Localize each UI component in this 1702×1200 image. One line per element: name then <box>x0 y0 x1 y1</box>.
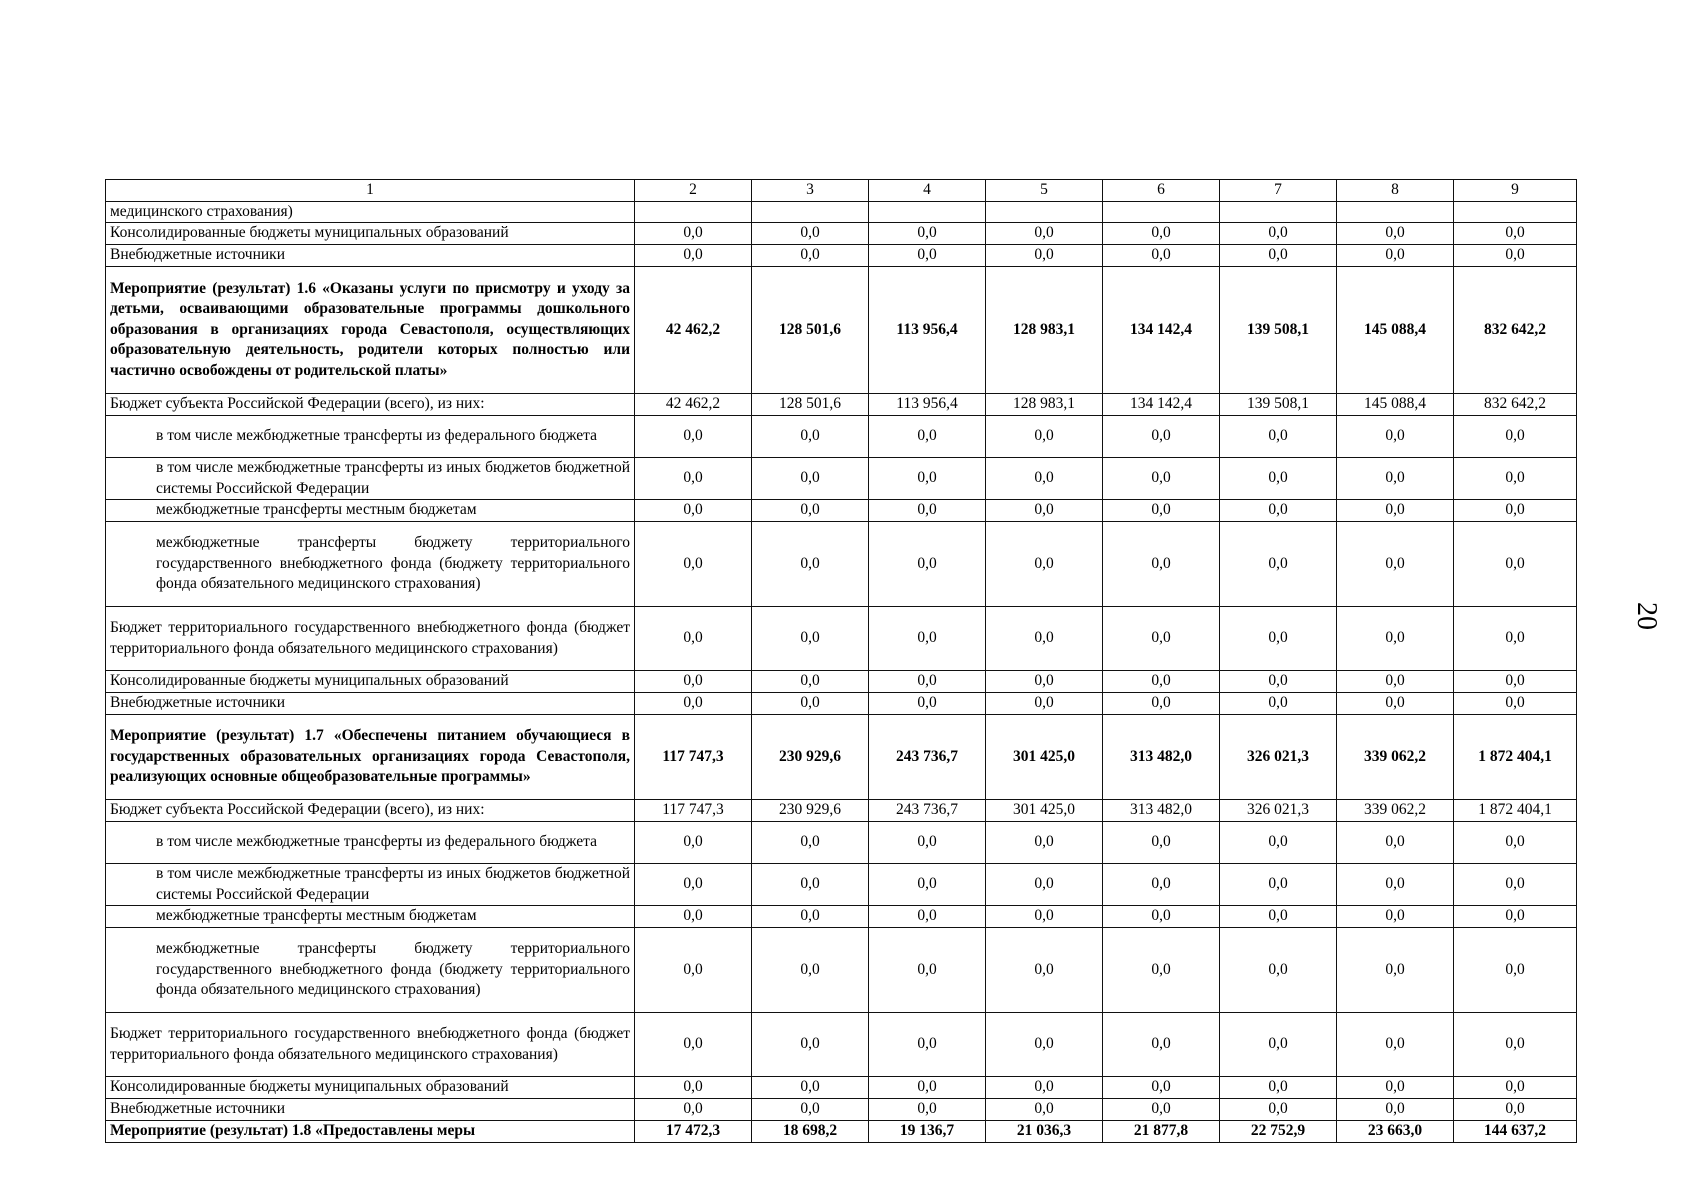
header-cell: 5 <box>986 180 1103 202</box>
value-cell: 0,0 <box>752 500 869 522</box>
value-cell: 0,0 <box>635 1013 752 1077</box>
row-label: Бюджет субъекта Российской Федерации (всего), из них: <box>106 394 635 416</box>
table-row <box>106 822 1577 864</box>
header-cell: 6 <box>1103 180 1220 202</box>
value-cell: 0,0 <box>1220 693 1337 715</box>
table-row <box>106 522 1577 607</box>
value-cell: 0,0 <box>1454 928 1577 1013</box>
value-cell: 0,0 <box>1454 906 1577 928</box>
value-cell: 313 482,0 <box>1103 715 1220 800</box>
value-cell: 0,0 <box>1454 864 1577 906</box>
value-cell: 128 983,1 <box>986 394 1103 416</box>
value-cell: 0,0 <box>1337 693 1454 715</box>
row-label: Внебюджетные источники <box>106 245 635 267</box>
value-cell: 0,0 <box>1103 822 1220 864</box>
value-cell: 0,0 <box>1337 671 1454 693</box>
value-cell: 0,0 <box>635 223 752 245</box>
value-cell: 0,0 <box>1454 1077 1577 1099</box>
row-label: Мероприятие (результат) 1.8 «Предоставлены меры <box>106 1121 635 1143</box>
value-cell: 0,0 <box>635 522 752 607</box>
table-row <box>106 607 1577 671</box>
row-label: Консолидированные бюджеты муниципальных образований <box>106 671 635 693</box>
row-label: Бюджет территориального государственного внебюджетного фонда (бюджет территориального фонда обязательного медицинского страхования) <box>106 1013 635 1077</box>
value-cell: 117 747,3 <box>635 800 752 822</box>
value-cell <box>986 201 1103 223</box>
value-cell: 0,0 <box>752 693 869 715</box>
value-cell: 19 136,7 <box>869 1121 986 1143</box>
value-cell: 145 088,4 <box>1337 267 1454 394</box>
value-cell: 0,0 <box>752 822 869 864</box>
value-cell: 0,0 <box>1337 1099 1454 1121</box>
value-cell: 0,0 <box>635 822 752 864</box>
value-cell: 0,0 <box>1220 245 1337 267</box>
value-cell: 139 508,1 <box>1220 267 1337 394</box>
table-row <box>106 245 1577 267</box>
table-row <box>106 671 1577 693</box>
row-label: межбюджетные трансферты местным бюджетам <box>106 500 635 522</box>
value-cell: 0,0 <box>1454 458 1577 500</box>
value-cell: 832 642,2 <box>1454 394 1577 416</box>
value-cell: 301 425,0 <box>986 800 1103 822</box>
value-cell: 0,0 <box>869 1013 986 1077</box>
value-cell: 0,0 <box>1454 522 1577 607</box>
header-row <box>106 180 1577 202</box>
value-cell: 0,0 <box>986 245 1103 267</box>
table-row <box>106 1013 1577 1077</box>
value-cell: 0,0 <box>1220 822 1337 864</box>
value-cell: 0,0 <box>1337 416 1454 458</box>
value-cell: 145 088,4 <box>1337 394 1454 416</box>
table-row <box>106 800 1577 822</box>
value-cell: 0,0 <box>635 607 752 671</box>
value-cell: 0,0 <box>1103 864 1220 906</box>
value-cell: 0,0 <box>1103 1099 1220 1121</box>
value-cell: 0,0 <box>752 864 869 906</box>
value-cell: 0,0 <box>1103 906 1220 928</box>
value-cell <box>752 201 869 223</box>
value-cell: 0,0 <box>1337 928 1454 1013</box>
value-cell: 0,0 <box>752 607 869 671</box>
value-cell: 0,0 <box>1337 522 1454 607</box>
value-cell: 0,0 <box>869 906 986 928</box>
row-label: Мероприятие (результат) 1.7 «Обеспечены питанием обучающиеся в государственных образовательных организациях города Севастополя, реализующих основные общеобразовательные программы» <box>106 715 635 800</box>
value-cell: 313 482,0 <box>1103 800 1220 822</box>
row-label: Консолидированные бюджеты муниципальных образований <box>106 223 635 245</box>
value-cell: 0,0 <box>1103 693 1220 715</box>
value-cell: 0,0 <box>1103 416 1220 458</box>
value-cell: 139 508,1 <box>1220 394 1337 416</box>
value-cell: 0,0 <box>1337 500 1454 522</box>
value-cell: 0,0 <box>1103 500 1220 522</box>
value-cell: 0,0 <box>986 864 1103 906</box>
row-label: межбюджетные трансферты местным бюджетам <box>106 906 635 928</box>
value-cell: 0,0 <box>1220 1077 1337 1099</box>
value-cell: 0,0 <box>1337 1013 1454 1077</box>
value-cell: 113 956,4 <box>869 267 986 394</box>
value-cell: 339 062,2 <box>1337 715 1454 800</box>
value-cell: 0,0 <box>635 458 752 500</box>
row-label: Бюджет субъекта Российской Федерации (всего), из них: <box>106 800 635 822</box>
value-cell: 230 929,6 <box>752 800 869 822</box>
value-cell: 0,0 <box>752 1077 869 1099</box>
value-cell: 0,0 <box>752 1099 869 1121</box>
value-cell: 0,0 <box>1103 928 1220 1013</box>
header-cell: 8 <box>1337 180 1454 202</box>
row-label: в том числе межбюджетные трансферты из федерального бюджета <box>106 822 635 864</box>
value-cell: 0,0 <box>635 245 752 267</box>
header-cell: 9 <box>1454 180 1577 202</box>
row-label: Консолидированные бюджеты муниципальных образований <box>106 1077 635 1099</box>
value-cell: 42 462,2 <box>635 394 752 416</box>
value-cell: 0,0 <box>1103 607 1220 671</box>
value-cell: 0,0 <box>752 928 869 1013</box>
value-cell: 0,0 <box>1220 864 1337 906</box>
value-cell: 0,0 <box>752 671 869 693</box>
value-cell: 134 142,4 <box>1103 394 1220 416</box>
value-cell: 0,0 <box>1220 671 1337 693</box>
value-cell: 0,0 <box>1220 500 1337 522</box>
table-row <box>106 1077 1577 1099</box>
value-cell: 0,0 <box>635 671 752 693</box>
budget-table <box>105 179 1577 1143</box>
value-cell: 0,0 <box>1337 458 1454 500</box>
value-cell: 0,0 <box>1337 1077 1454 1099</box>
value-cell: 17 472,3 <box>635 1121 752 1143</box>
table-row <box>106 201 1577 223</box>
row-label: межбюджетные трансферты бюджету территориального государственного внебюджетного фонда (бюджету территориального фонда обязательного медицинского страхования) <box>106 522 635 607</box>
value-cell: 22 752,9 <box>1220 1121 1337 1143</box>
table-row <box>106 223 1577 245</box>
value-cell: 0,0 <box>1103 522 1220 607</box>
value-cell: 0,0 <box>1220 607 1337 671</box>
activity-row <box>106 715 1577 800</box>
table-row <box>106 693 1577 715</box>
value-cell: 0,0 <box>1454 607 1577 671</box>
value-cell <box>1454 201 1577 223</box>
value-cell: 1 872 404,1 <box>1454 800 1577 822</box>
value-cell: 230 929,6 <box>752 715 869 800</box>
value-cell: 0,0 <box>986 693 1103 715</box>
value-cell: 326 021,3 <box>1220 715 1337 800</box>
activity-row <box>106 1121 1577 1143</box>
value-cell: 0,0 <box>1103 1077 1220 1099</box>
value-cell: 0,0 <box>1220 223 1337 245</box>
value-cell: 326 021,3 <box>1220 800 1337 822</box>
value-cell: 0,0 <box>1337 864 1454 906</box>
value-cell: 134 142,4 <box>1103 267 1220 394</box>
row-label: межбюджетные трансферты бюджету территориального государственного внебюджетного фонда (бюджету территориального фонда обязательного медицинского страхования) <box>106 928 635 1013</box>
value-cell: 0,0 <box>1454 500 1577 522</box>
row-label: Бюджет территориального государственного внебюджетного фонда (бюджет территориального фонда обязательного медицинского страхования) <box>106 607 635 671</box>
table-row <box>106 864 1577 906</box>
value-cell: 144 637,2 <box>1454 1121 1577 1143</box>
value-cell: 128 501,6 <box>752 394 869 416</box>
value-cell: 0,0 <box>635 1077 752 1099</box>
value-cell: 0,0 <box>869 245 986 267</box>
value-cell: 117 747,3 <box>635 715 752 800</box>
value-cell: 0,0 <box>1337 245 1454 267</box>
value-cell: 0,0 <box>1103 245 1220 267</box>
value-cell: 0,0 <box>986 607 1103 671</box>
value-cell: 0,0 <box>1454 1099 1577 1121</box>
value-cell: 0,0 <box>1103 223 1220 245</box>
header-cell: 1 <box>106 180 635 202</box>
table-row <box>106 416 1577 458</box>
value-cell: 18 698,2 <box>752 1121 869 1143</box>
value-cell: 21 036,3 <box>986 1121 1103 1143</box>
value-cell: 0,0 <box>635 693 752 715</box>
value-cell: 0,0 <box>1454 223 1577 245</box>
value-cell: 0,0 <box>1337 906 1454 928</box>
value-cell: 0,0 <box>635 864 752 906</box>
value-cell: 0,0 <box>1103 458 1220 500</box>
value-cell: 0,0 <box>752 245 869 267</box>
value-cell: 128 501,6 <box>752 267 869 394</box>
value-cell: 0,0 <box>869 1077 986 1099</box>
value-cell: 128 983,1 <box>986 267 1103 394</box>
value-cell: 243 736,7 <box>869 800 986 822</box>
value-cell: 0,0 <box>869 671 986 693</box>
value-cell: 832 642,2 <box>1454 267 1577 394</box>
value-cell: 243 736,7 <box>869 715 986 800</box>
table-row <box>106 458 1577 500</box>
value-cell: 0,0 <box>986 1077 1103 1099</box>
value-cell: 0,0 <box>869 522 986 607</box>
value-cell: 0,0 <box>986 906 1103 928</box>
value-cell: 0,0 <box>635 1099 752 1121</box>
value-cell: 0,0 <box>1454 693 1577 715</box>
row-label: в том числе межбюджетные трансферты из федерального бюджета <box>106 416 635 458</box>
value-cell: 301 425,0 <box>986 715 1103 800</box>
value-cell: 0,0 <box>1454 671 1577 693</box>
value-cell: 23 663,0 <box>1337 1121 1454 1143</box>
header-cell: 4 <box>869 180 986 202</box>
page-number: 20 <box>1631 602 1662 630</box>
value-cell: 0,0 <box>869 607 986 671</box>
row-label: медицинского страхования) <box>106 201 635 223</box>
row-label: в том числе межбюджетные трансферты из иных бюджетов бюджетной системы Российской Федерации <box>106 864 635 906</box>
value-cell <box>635 201 752 223</box>
value-cell: 0,0 <box>1454 822 1577 864</box>
table-body <box>106 180 1577 1143</box>
value-cell: 0,0 <box>986 416 1103 458</box>
value-cell: 0,0 <box>1337 223 1454 245</box>
value-cell: 0,0 <box>986 500 1103 522</box>
value-cell: 0,0 <box>986 671 1103 693</box>
value-cell: 0,0 <box>1103 671 1220 693</box>
value-cell: 0,0 <box>986 458 1103 500</box>
value-cell: 0,0 <box>869 693 986 715</box>
row-label: Внебюджетные источники <box>106 693 635 715</box>
value-cell: 0,0 <box>869 416 986 458</box>
value-cell: 0,0 <box>869 1099 986 1121</box>
value-cell: 0,0 <box>635 500 752 522</box>
value-cell: 0,0 <box>869 822 986 864</box>
value-cell: 0,0 <box>1220 1013 1337 1077</box>
table-row <box>106 500 1577 522</box>
table-row <box>106 394 1577 416</box>
value-cell: 0,0 <box>635 928 752 1013</box>
value-cell: 0,0 <box>986 928 1103 1013</box>
value-cell: 339 062,2 <box>1337 800 1454 822</box>
value-cell: 0,0 <box>1337 822 1454 864</box>
value-cell: 0,0 <box>1454 416 1577 458</box>
value-cell <box>869 201 986 223</box>
value-cell: 0,0 <box>1337 607 1454 671</box>
value-cell: 0,0 <box>869 500 986 522</box>
value-cell: 0,0 <box>869 864 986 906</box>
row-label: Мероприятие (результат) 1.6 «Оказаны услуги по присмотру и уходу за детьми, осваивающими образовательные программы дошкольного образования в организациях города Севастополя, осуществляющих образовательную деятельность, родители которых полностью или частично освобождены от родительской платы» <box>106 267 635 394</box>
value-cell: 0,0 <box>752 223 869 245</box>
value-cell: 21 877,8 <box>1103 1121 1220 1143</box>
value-cell: 0,0 <box>1220 458 1337 500</box>
header-cell: 3 <box>752 180 869 202</box>
value-cell: 0,0 <box>1220 522 1337 607</box>
header-cell: 7 <box>1220 180 1337 202</box>
value-cell: 0,0 <box>1220 906 1337 928</box>
value-cell: 0,0 <box>869 458 986 500</box>
value-cell <box>1103 201 1220 223</box>
table-row <box>106 1099 1577 1121</box>
value-cell: 0,0 <box>752 458 869 500</box>
value-cell <box>1220 201 1337 223</box>
value-cell: 0,0 <box>635 906 752 928</box>
table-row <box>106 906 1577 928</box>
row-label: в том числе межбюджетные трансферты из иных бюджетов бюджетной системы Российской Федерации <box>106 458 635 500</box>
value-cell: 0,0 <box>869 223 986 245</box>
value-cell: 0,0 <box>752 906 869 928</box>
value-cell <box>1337 201 1454 223</box>
value-cell: 0,0 <box>1220 416 1337 458</box>
value-cell: 0,0 <box>752 416 869 458</box>
value-cell: 0,0 <box>1103 1013 1220 1077</box>
header-cell: 2 <box>635 180 752 202</box>
value-cell: 0,0 <box>752 1013 869 1077</box>
value-cell: 0,0 <box>869 928 986 1013</box>
value-cell: 0,0 <box>1454 245 1577 267</box>
value-cell: 0,0 <box>986 1013 1103 1077</box>
activity-row <box>106 267 1577 394</box>
value-cell: 0,0 <box>1220 1099 1337 1121</box>
value-cell: 0,0 <box>635 416 752 458</box>
value-cell: 42 462,2 <box>635 267 752 394</box>
value-cell: 1 872 404,1 <box>1454 715 1577 800</box>
value-cell: 0,0 <box>986 522 1103 607</box>
table-row <box>106 928 1577 1013</box>
value-cell: 113 956,4 <box>869 394 986 416</box>
value-cell: 0,0 <box>1220 928 1337 1013</box>
value-cell: 0,0 <box>986 1099 1103 1121</box>
value-cell: 0,0 <box>752 522 869 607</box>
value-cell: 0,0 <box>1454 1013 1577 1077</box>
row-label: Внебюджетные источники <box>106 1099 635 1121</box>
value-cell: 0,0 <box>986 223 1103 245</box>
value-cell: 0,0 <box>986 822 1103 864</box>
